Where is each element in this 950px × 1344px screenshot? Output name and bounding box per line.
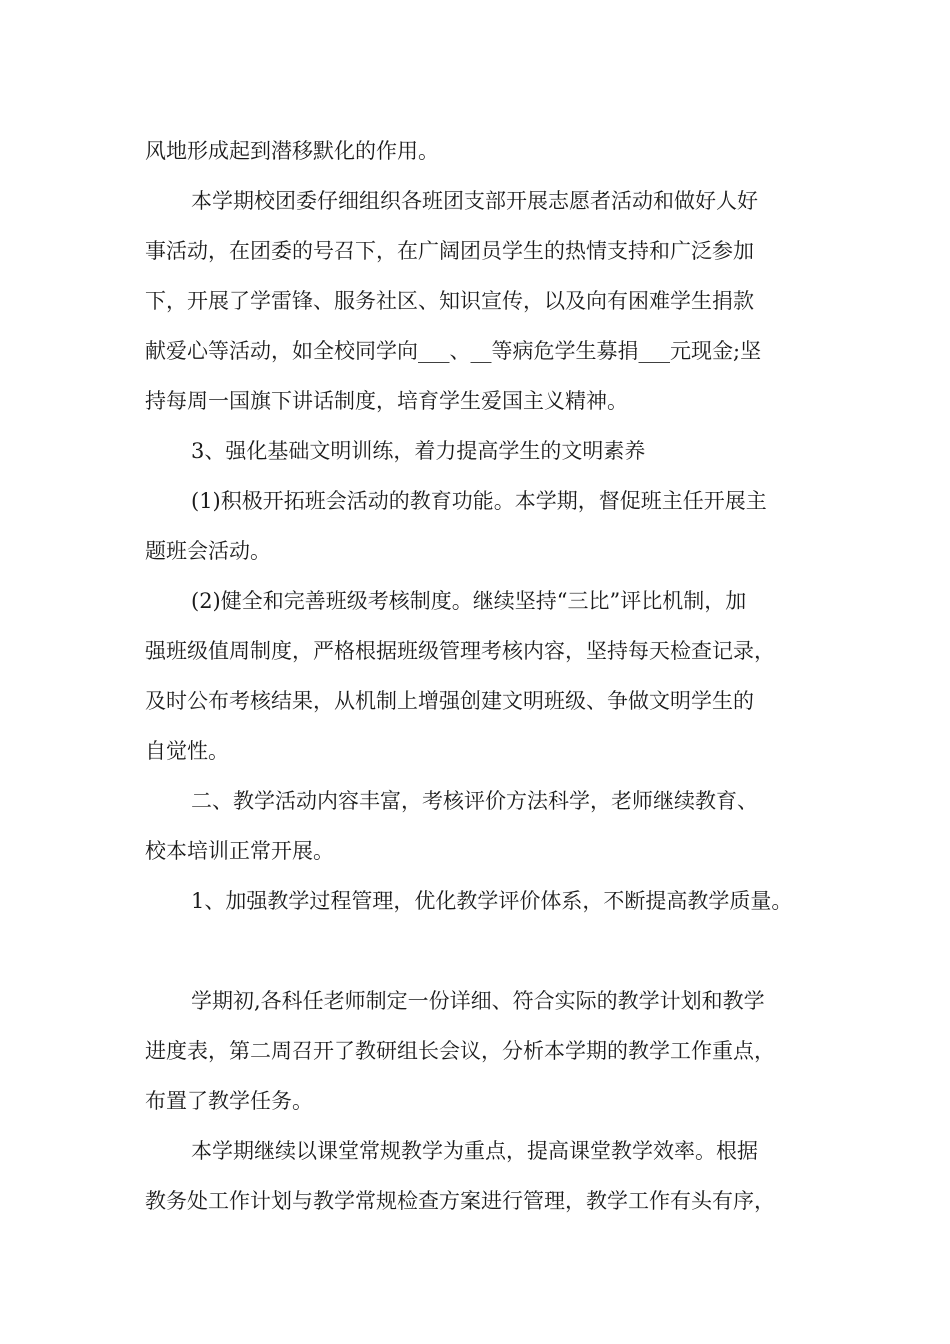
section-heading: 二、教学活动内容丰富，考核评价方法科学，老师继续教育、 [191, 789, 758, 813]
text-line: 校本培训正常开展。 [145, 839, 334, 863]
section-heading: 3、强化基础文明训练，着力提高学生的文明素养 [191, 439, 646, 463]
text-line: 本学期继续以课堂常规教学为重点，提高课堂教学效率。根据 [191, 1139, 758, 1163]
text-line: 布置了教学任务。 [145, 1089, 313, 1113]
text-line: 题班会活动。 [145, 539, 271, 563]
text-line: 学期初,各科任老师制定一份详细、符合实际的教学计划和教学 [191, 989, 765, 1013]
text-line: (2)健全和完善班级考核制度。继续坚持“三比”评比机制，加 [191, 589, 747, 613]
text-line: 强班级值周制度，严格根据班级管理考核内容，坚持每天检查记录， [145, 639, 775, 663]
text-line: 风地形成起到潜移默化的作用。 [145, 139, 439, 163]
text-line: 献爱心等活动，如全校同学向___、__等病危学生募捐___元现金;坚 [145, 339, 762, 363]
text-line: (1)积极开拓班会活动的教育功能。本学期，督促班主任开展主 [191, 489, 767, 513]
text-line: 持每周一国旗下讲话制度，培育学生爱国主义精神。 [145, 389, 628, 413]
text-line: 教务处工作计划与教学常规检查方案进行管理，教学工作有头有序， [145, 1189, 775, 1213]
text-line: 事活动，在团委的号召下，在广阔团员学生的热情支持和广泛参加 [145, 239, 754, 263]
section-heading: 1、加强教学过程管理，优化教学评价体系，不断提高教学质量。 [191, 889, 793, 913]
text-line: 本学期校团委仔细组织各班团支部开展志愿者活动和做好人好 [191, 189, 758, 213]
text-line: 下，开展了学雷锋、服务社区、知识宣传，以及向有困难学生捐款 [145, 289, 754, 313]
text-line: 进度表，第二周召开了教研组长会议，分析本学期的教学工作重点， [145, 1039, 775, 1063]
text-line: 自觉性。 [145, 739, 229, 763]
text-line: 及时公布考核结果，从机制上增强创建文明班级、争做文明学生的 [145, 689, 754, 713]
